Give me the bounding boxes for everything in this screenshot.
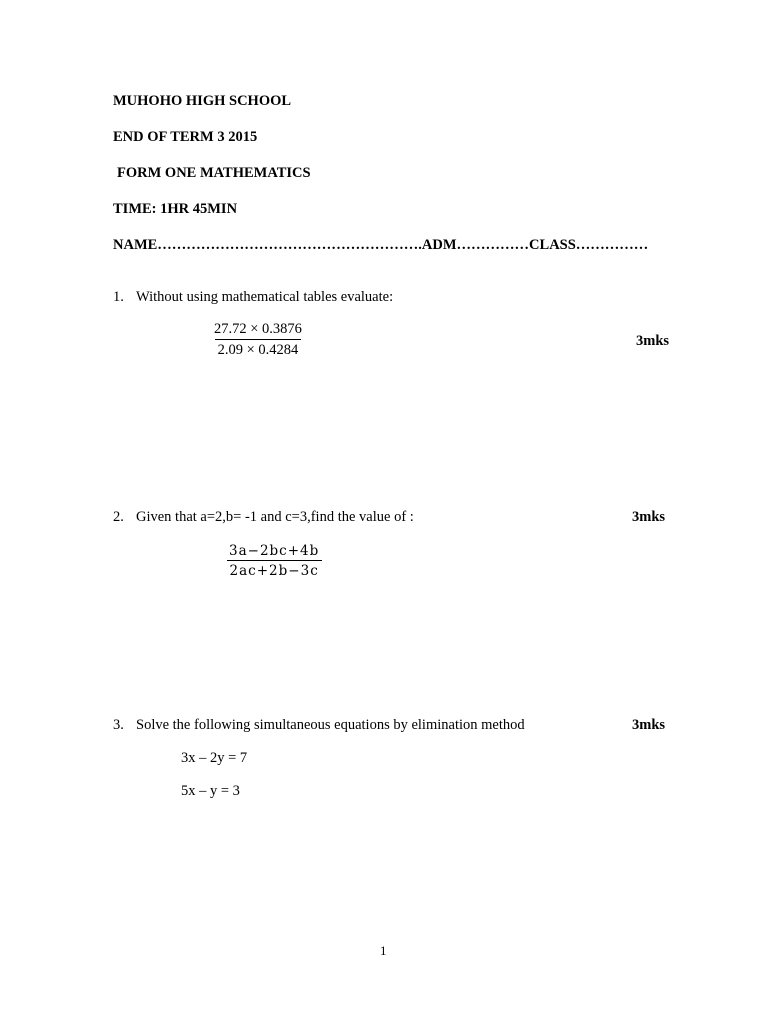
exam-time: TIME: 1HR 45MIN (113, 201, 238, 217)
exam-title: END OF TERM 3 2015 (113, 129, 258, 145)
question-3-text: Solve the following simultaneous equations by elimination method (136, 717, 525, 733)
question-2-fraction (226, 543, 322, 579)
question-2-marks: 3mks (632, 509, 666, 525)
question-1-marks: 3mks (636, 333, 670, 349)
question-2-text: Given that a=2,b= -1 and c=3,find the value of : (136, 509, 414, 525)
question-3-marks: 3mks (632, 717, 666, 733)
question-1-numerator: 27.72 × 0.3876 (214, 321, 302, 337)
student-details-line: NAME……………………………………………….ADM……………CLASS…………… (113, 237, 649, 253)
subject-title: FORM ONE MATHEMATICS (117, 165, 311, 181)
question-3-equation-1: 3x – 2y = 7 (181, 750, 248, 766)
school-name: MUHOHO HIGH SCHOOL (113, 93, 292, 109)
question-2-numerator: 3a−2bc+4b (229, 543, 320, 559)
question-2-number: 2. (113, 509, 124, 525)
question-1-text: Without using mathematical tables evaluate: (136, 289, 394, 305)
question-3-number: 3. (113, 717, 124, 733)
page-number: 1 (380, 943, 387, 958)
question-2-denominator: 2ac+2b−3c (227, 560, 322, 579)
question-3-equation-2: 5x – y = 3 (181, 783, 240, 799)
question-1-fraction (211, 321, 305, 359)
question-1-number: 1. (113, 289, 124, 305)
question-1-denominator: 2.09 × 0.4284 (215, 339, 302, 359)
